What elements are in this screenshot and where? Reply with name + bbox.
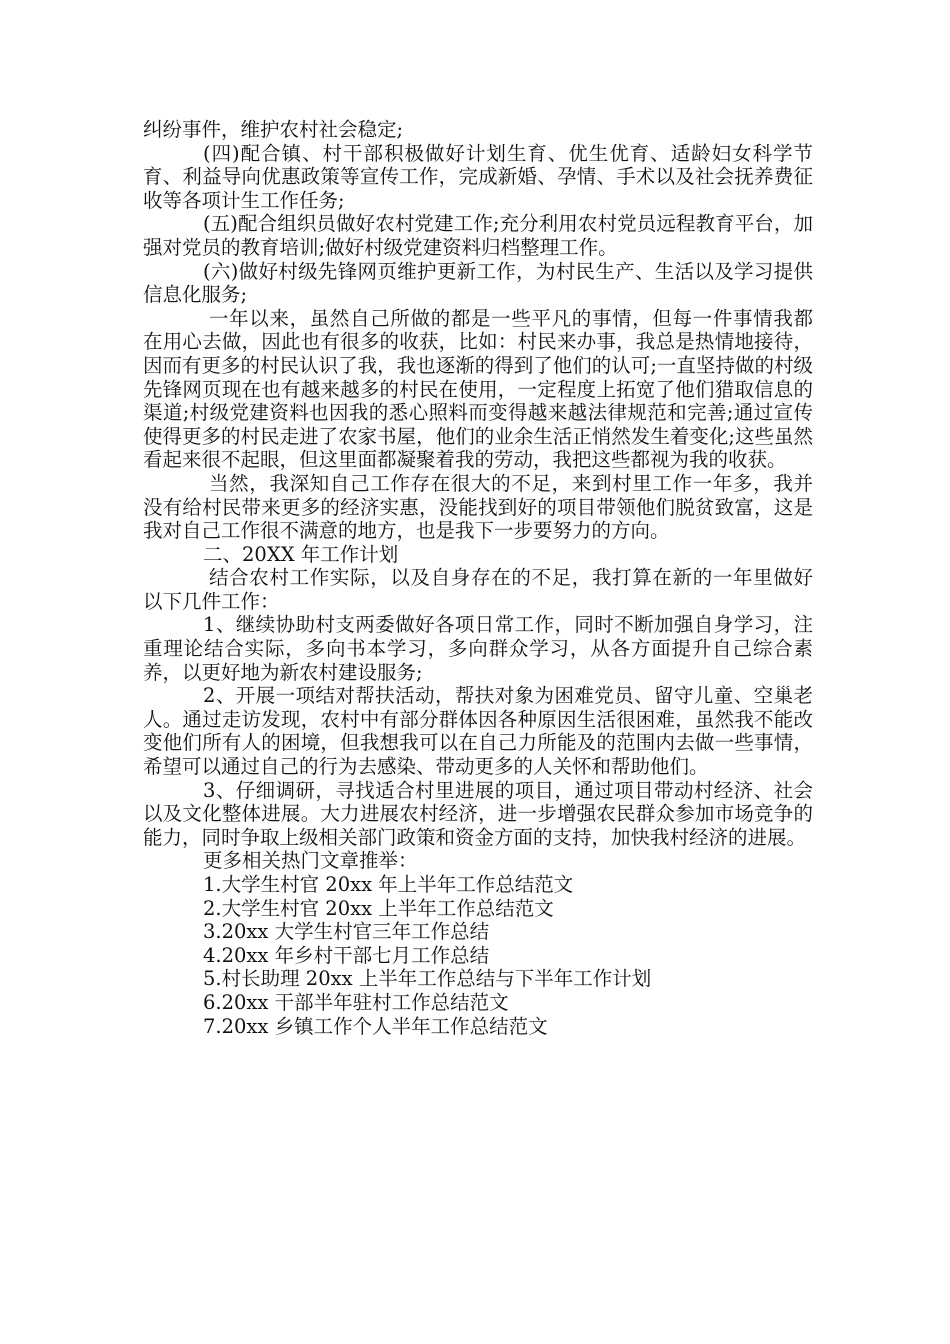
paragraph-plan-3: 3、仔细调研，寻找适合村里进展的项目，通过项目带动村经济、社会以及文化整体进展。大力进展农村经济，进一步增强农民群众参加市场竞争的能力，同时争取上级相关部门政策和资金方面的支持，加快我村经济的进展。 — [143, 778, 813, 849]
related-articles-list — [143, 873, 813, 1038]
paragraph-item-4: (四)配合镇、村干部积极做好计划生育、优生优育、适龄妇女科学节育、利益导向优惠政策等宣传工作，完成新婚、孕情、手术以及社会抚养费征收等各项计生工作任务; — [143, 141, 813, 212]
paragraph-item-5: (五)配合组织员做好农村党建工作;充分利用农村党员远程教育平台，加强对党员的教育培训;做好村级党建资料归档整理工作。 — [143, 212, 813, 259]
related-article-link[interactable]: 7.20xx 乡镇工作个人半年工作总结范文 — [203, 1014, 548, 1038]
related-articles-heading: 更多相关热门文章推举： — [203, 849, 418, 873]
paragraph-item-6: (六)做好村级先锋网页维护更新工作，为村民生产、生活以及学习提供信息化服务; — [143, 259, 813, 307]
related-article-link[interactable]: 6.20xx 干部半年驻村工作总结范文 — [203, 990, 509, 1014]
paragraph-plan-1: 1、继续协助村支两委做好各项日常工作，同时不断加强自身学习，注重理论结合实际，多向书本学习，多向群众学习，从各方面提升自己综合素养，以更好地为新农村建设服务; — [143, 613, 813, 684]
paragraph-plan-2: 2、开展一项结对帮扶活动，帮扶对象为困难党员、留守儿童、空巢老人。通过走访发现，农村中有部分群体因各种原因生活很困难，虽然我不能改变他们所有人的困境，但我想我可以在自己力所能及的范围内去做一些事情，希望可以通过自己的行为去感染、带动更多的人关怀和帮助他们。 — [143, 684, 813, 779]
paragraph-plan-intro: 结合农村工作实际，以及自身存在的不足，我打算在新的一年里做好以下几件工作： — [143, 566, 813, 613]
related-article-link[interactable]: 1.大学生村官 20xx 年上半年工作总结范文 — [203, 873, 574, 896]
paragraph-year-review: 一年以来，虽然自己所做的都是一些平凡的事情，但每一件事情我都在用心去做，因此也有很多的收获，比如：村民来办事，我总是热情地接待，因而有更多的村民认识了我，我也逐渐的得到了他们的认可;一直坚持做的村级先锋网页现在也有越来越多的村民在使用，一定程度上拓宽了他们猎取信息的渠道;村级党建资料也因我的悉心照料而变得越来越法律规范和完善;通过宣传使得更多的村民走进了农家书屋，他们的业余生活正悄然发生着变化;这些虽然看起来很不起眼，但这里面都凝聚着我的劳动，我把这些都视为我的收获。 — [143, 306, 813, 472]
related-article-link[interactable]: 5.村长助理 20xx 上半年工作总结与下半年工作计划 — [203, 967, 652, 991]
related-article-link[interactable]: 4.20xx 年乡村干部七月工作总结 — [203, 943, 490, 967]
section-heading-work-plan: 二、20XX 年工作计划 — [203, 542, 399, 566]
related-article-link[interactable]: 2.大学生村官 20xx 上半年工作总结范文 — [203, 896, 554, 920]
document-page — [143, 118, 813, 1038]
paragraph-shortcomings: 当然，我深知自己工作存在很大的不足，来到村里工作一年多，我并没有给村民带来更多的经济实惠，没能找到好的项目带领他们脱贫致富，这是我对自己工作很不满意的地方，也是我下一步要努力的方向。 — [143, 471, 813, 543]
paragraph-continuation: 纠纷事件，维护农村社会稳定; — [143, 118, 404, 141]
related-article-link[interactable]: 3.20xx 大学生村官三年工作总结 — [203, 920, 490, 944]
